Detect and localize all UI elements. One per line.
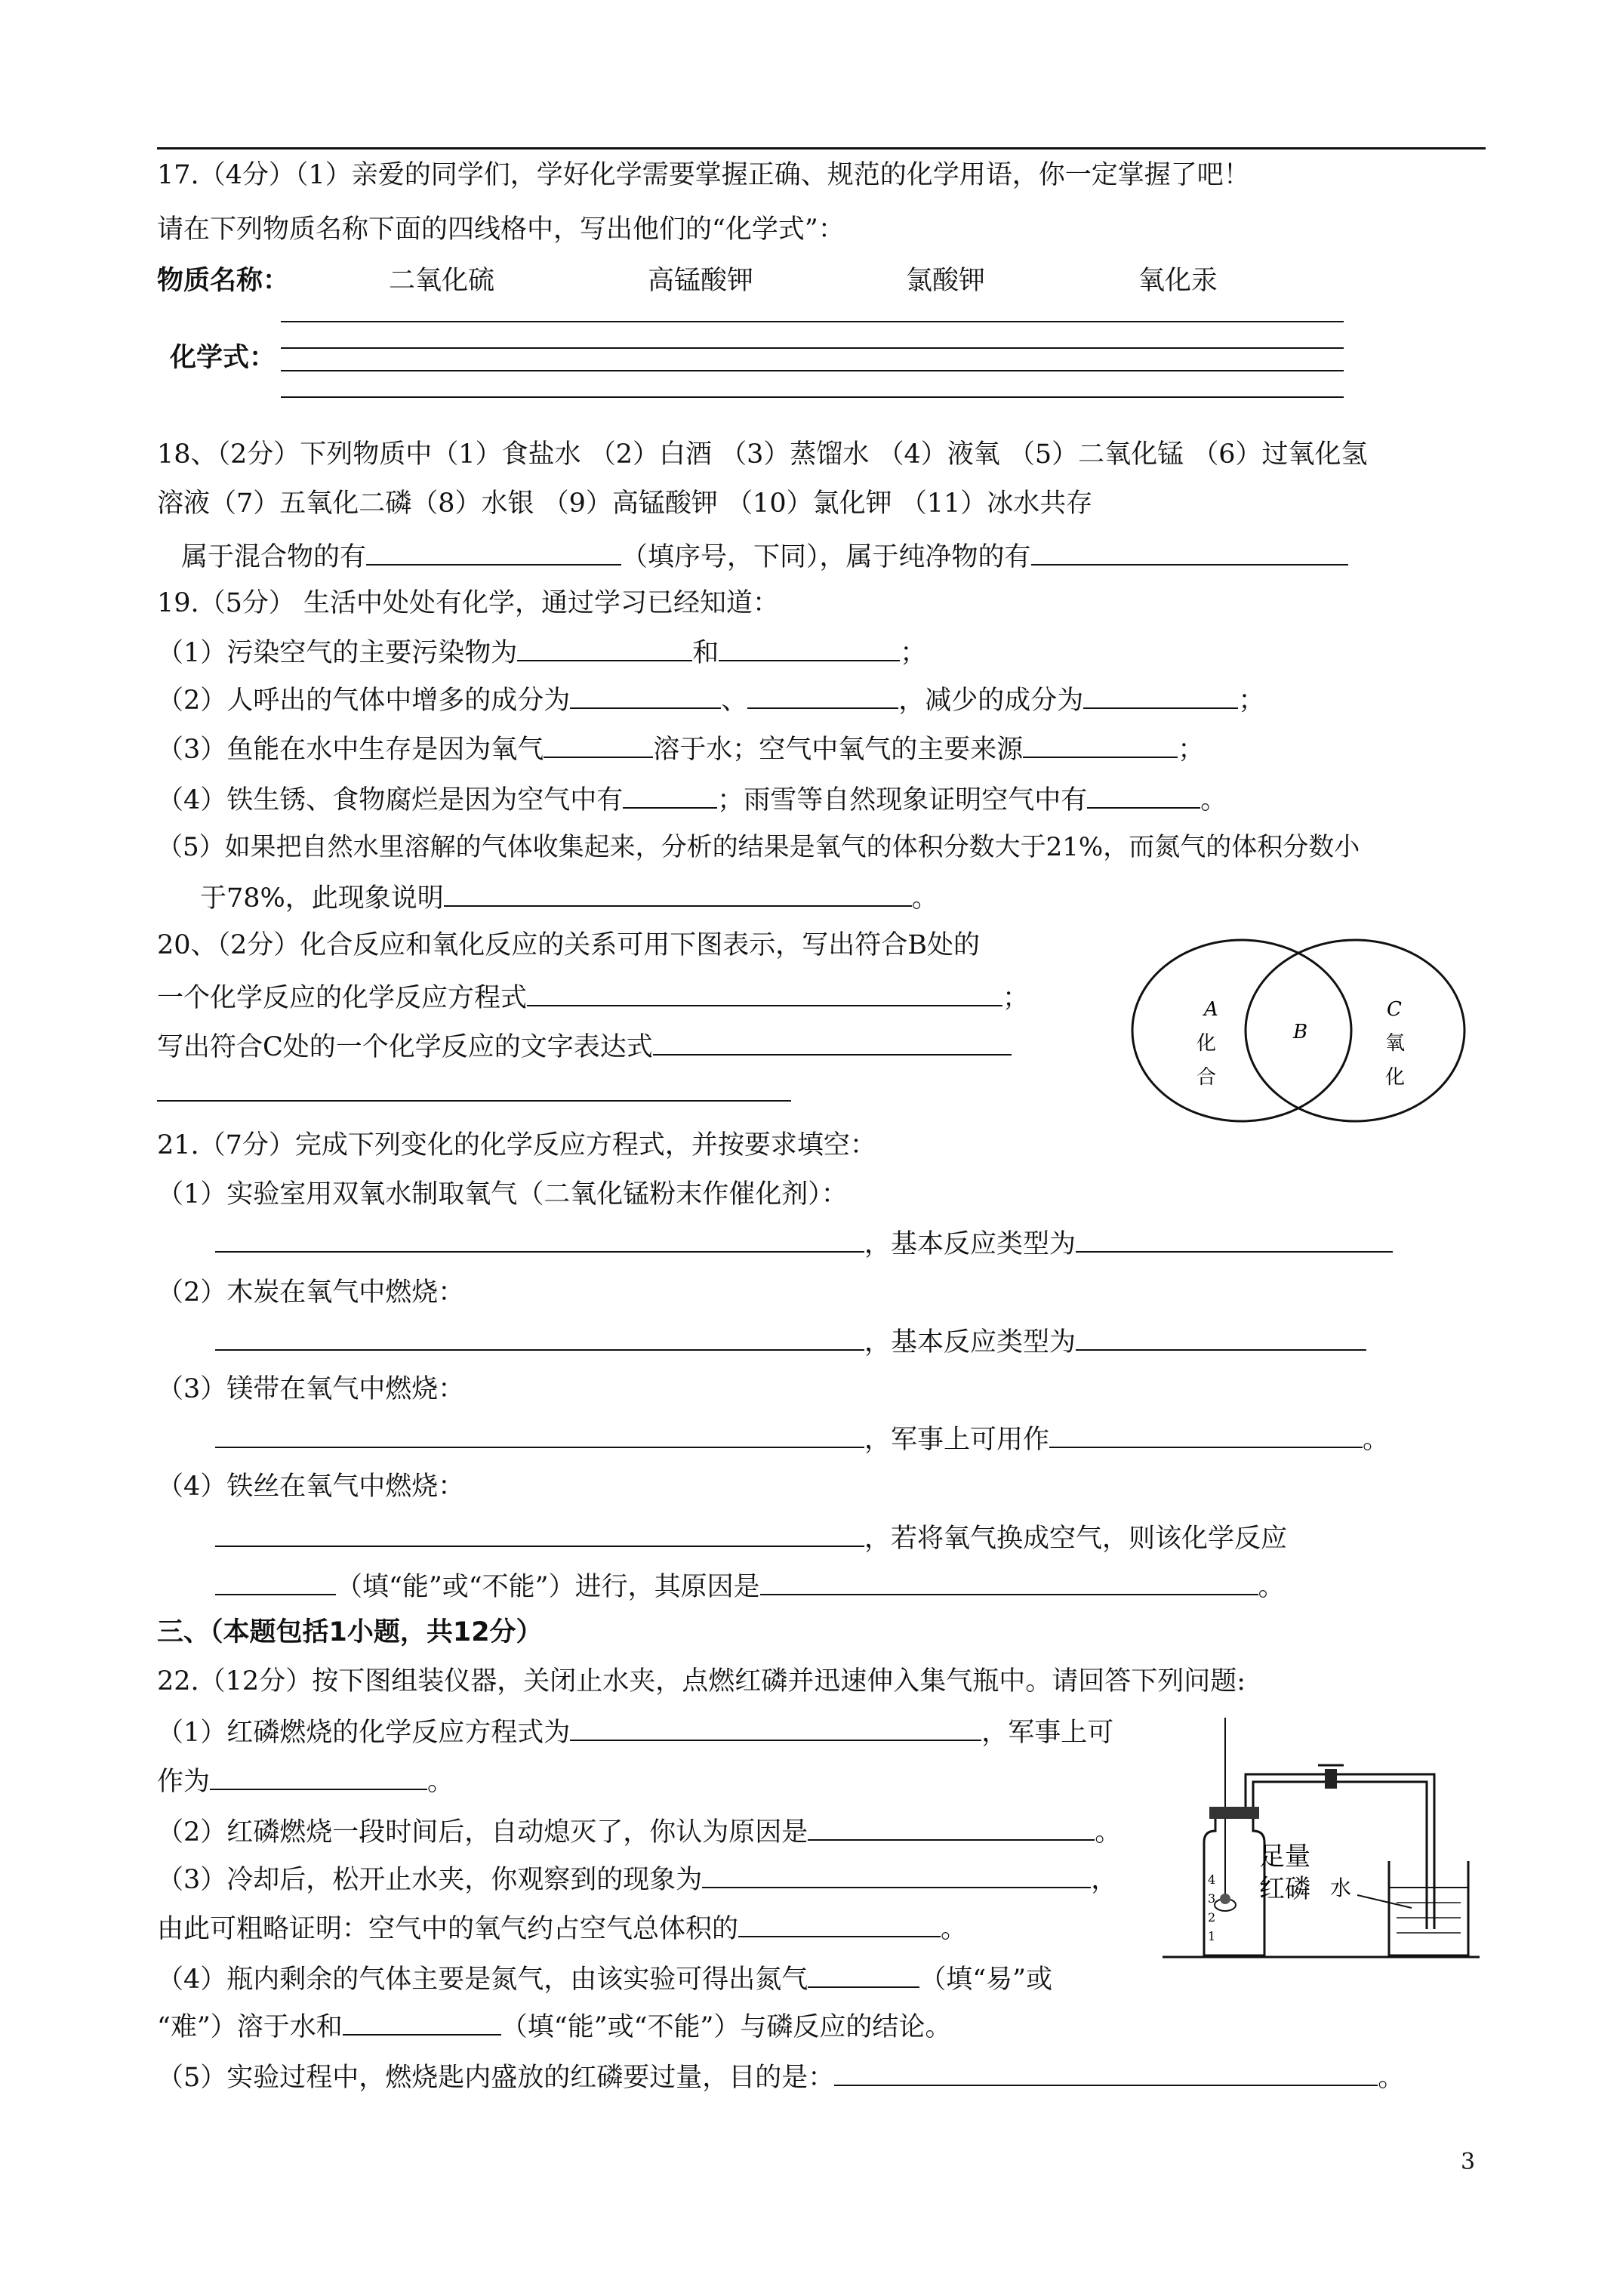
q19-s2-sep: 、 [721,686,748,716]
q22-s4 [157,1961,1052,1996]
q21-s2-answer [215,1324,1366,1359]
q19-s3-text: （3）鱼能在水中生存是因为氧气 [157,735,544,765]
q22-s4-blank1[interactable] [808,1961,919,1988]
q19-s4-blank1[interactable] [623,781,717,809]
q21-s2-blank1[interactable] [215,1324,864,1351]
q21-title: 21.（7分）完成下列变化的化学反应方程式，并按要求填空： [157,1130,876,1160]
q22-s3-line2 [157,1910,967,1946]
q21-s3-use-label: ，军事上可用作 [864,1425,1050,1455]
q20-C-blank1[interactable] [653,1028,1012,1056]
q21-s2-blank2[interactable] [1076,1324,1366,1351]
q21-s1-blank1[interactable] [215,1225,864,1253]
q17-formula-label: 化学式： [170,343,276,373]
q22-s4-text4: （填“能”或“不能”）与磷反应的结论。 [500,2012,952,2042]
fig-mark-2: 2 [1208,1910,1216,1925]
venn-label-B: B [1293,1021,1308,1043]
q19-s2-blank1[interactable] [570,682,721,709]
q22-s4-blank2[interactable] [343,2008,501,2036]
q22-s1 [157,1714,1113,1749]
q20-line2-end: ； [1002,983,1030,1013]
q21-s3-end: 。 [1363,1425,1390,1455]
q21-s3-answer [215,1421,1389,1456]
q17-name-2: 高锰酸钾 [648,266,754,296]
q19-s4-blank2[interactable] [1087,781,1200,809]
q22-s3-text: （3）冷却后，松开止水夹，你观察到的现象为 [157,1865,703,1895]
q21-s4-text: ，若将氧气换成空气，则该化学反应 [864,1524,1288,1554]
venn-label-C: C [1387,998,1402,1021]
q22-s4-text: （4）瓶内剩余的气体主要是氮气，由该实验可得出氮气 [157,1965,808,1995]
q22-s5-end: 。 [1378,2063,1405,2093]
fig-label-sufficient: 足量 [1259,1841,1310,1872]
q22-s3-end1: ， [1091,1865,1118,1895]
q19-s3-blank1[interactable] [544,731,653,758]
q22-s1-line2 [157,1763,454,1798]
q22-s4-text2: （填“易”或 [919,1965,1053,1995]
fig-label-redphosphorus: 红磷 [1259,1874,1310,1904]
q18-line2: 溶液（7）五氧化二磷（8）水银 （9）高锰酸钾 （10）氯化钾 （11）冰水共存 [157,488,1093,519]
apparatus-figure [1163,1710,1480,1967]
q18-line3 [181,538,1348,574]
q19-s1 [157,634,926,670]
q19-s1-and: 和 [692,638,719,668]
q19-s5a: （5）如果把自然水里溶解的气体收集起来，分析的结果是氧气的体积分数大于21%，而氮气的体积分数小 [157,832,1360,862]
q22-s2-blank[interactable] [808,1814,1095,1841]
q22-s1-end: 。 [427,1767,454,1797]
q21-s3-blank2[interactable] [1049,1421,1363,1448]
venn-text-A2: 合 [1196,1066,1217,1089]
q20-line1: 20、（2分）化合反应和氧化反应的关系可用下图表示，写出符合B处的 [157,930,981,960]
q21-s1-blank2[interactable] [1076,1225,1393,1253]
q22-s4-line2 [157,2008,951,2044]
q19-s4-text2: ；雨雪等自然现象证明空气中有 [717,785,1088,815]
q22-s2 [157,1814,1121,1849]
fig-mark-1: 1 [1208,1929,1216,1943]
q22-title: 22.（12分）按下图组装仪器，关闭止水夹，点燃红磷并迅速伸入集气瓶中。请回答下列问题: [157,1666,1246,1697]
q19-s5-blank[interactable] [444,880,912,907]
q19-s1-blank2[interactable] [719,634,900,661]
q21-s4: （4）铁丝在氧气中燃烧： [157,1472,465,1502]
q19-s2 [157,682,1264,717]
q17-name-3: 氯酸钾 [906,266,986,296]
q22-s5-text: （5）实验过程中，燃烧匙内盛放的红磷要过量，目的是： [157,2063,835,2093]
q19-s4 [157,781,1227,817]
top-rule [157,147,1486,149]
q19-s3 [157,731,1204,766]
q19-s5-end: 。 [911,883,938,914]
q21-s4-line2 [215,1568,1285,1604]
fig-label-water: 水 [1330,1875,1352,1900]
q22-s5 [157,2059,1404,2094]
q22-s5-blank[interactable] [834,2059,1378,2086]
q21-s3: （3）镁带在氧气中燃烧： [157,1374,465,1404]
q22-s1-text2: ，军事上可 [981,1718,1114,1748]
q22-s3 [157,1861,1117,1897]
q19-s2-end: ； [1238,686,1265,716]
q19-s4-end: 。 [1200,785,1227,815]
page-number: 3 [1461,2149,1476,2175]
q19-s3-blank2[interactable] [1023,731,1178,758]
q20-line2-text: 一个化学反应的化学反应方程式 [157,983,528,1013]
q21-s3-blank1[interactable] [215,1421,864,1448]
q19-s3-end: ； [1178,735,1205,765]
q17-name-label: 物质名称： [157,266,290,296]
q19-s2-blank2[interactable] [747,682,898,709]
q19-s2-blank3[interactable] [1083,682,1238,709]
q18-pure-label: （填序号，下同），属于纯净物的有 [621,542,1031,572]
q19-title: 19.（5分） 生活中处处有化学，通过学习已经知道： [157,588,780,618]
q19-s4-text: （4）铁生锈、食物腐烂是因为空气中有 [157,785,624,815]
q21-s4-text2: （填“能”或“不能”）进行，其原因是 [336,1572,760,1602]
q19-s1-text: （1）污染空气的主要污染物为 [157,638,518,668]
venn-text-C1: 氧 [1385,1032,1406,1055]
q20-line3 [157,1028,1012,1064]
fig-mark-3: 3 [1208,1891,1216,1906]
q20-C-blank2[interactable] [157,1100,791,1102]
q20-B-blank[interactable] [527,979,1002,1006]
q22-s1-blank2[interactable] [210,1763,427,1790]
q21-s4-blank3[interactable] [760,1568,1258,1595]
q21-s2-type-label: ，基本反应类型为 [864,1327,1076,1358]
q19-s5b [200,880,938,915]
q22-s2-text: （2）红磷燃烧一段时间后，自动熄灭了，你认为原因是 [157,1817,808,1848]
q17-name-4: 氧化汞 [1138,266,1218,296]
q22-s1-text: （1）红磷燃烧的化学反应方程式为 [157,1718,571,1748]
q17-line1: 17.（4分）（1）亲爱的同学们，学好化学需要掌握正确、规范的化学用语，你一定掌握了吧！ [157,160,1250,190]
q22-s2-end: 。 [1095,1817,1122,1848]
q22-s4-text3: “难”）溶于水和 [157,2012,343,2042]
q17-line2: 请在下列物质名称下面的四线格中，写出他们的“化学式”： [157,214,845,245]
q18-line1: 18、（2分）下列物质中（1）食盐水 （2）白酒 （3）蒸馏水 （4）液氧 （5）二氧化锰 （6）过氧化氢 [157,439,1368,470]
q22-s3-end2: 。 [941,1914,968,1944]
q22-s1-blank1[interactable] [570,1714,981,1741]
q19-s3-text2: 溶于水；空气中氧气的主要来源 [653,735,1024,765]
venn-diagram [1121,929,1483,1125]
q22-s3-blank2[interactable] [738,1910,941,1937]
venn-text-A1: 化 [1196,1032,1217,1055]
q19-s5b-text: 于78%，此现象说明 [200,883,444,914]
q22-s3-text2: 由此可粗略证明：空气中的氧气约占空气总体积的 [157,1914,739,1944]
q19-s2-text2: ，减少的成分为 [898,686,1084,716]
q21-s4-answer [215,1520,1287,1555]
q19-s2-text: （2）人呼出的气体中增多的成分为 [157,686,571,716]
q21-s1-type-label: ，基本反应类型为 [864,1229,1076,1259]
venn-label-A: A [1204,998,1218,1021]
q21-s1-answer [215,1225,1393,1261]
q18-mixture-blank[interactable] [366,538,621,566]
q20-line2 [157,979,1029,1015]
q20-line3-text: 写出符合C处的一个化学反应的文字表达式 [157,1032,653,1062]
q17-name-1: 二氧化硫 [389,266,495,296]
q21-s4-blank2[interactable] [215,1568,336,1595]
q19-s1-end: ； [900,638,927,668]
q22-s3-blank1[interactable] [702,1861,1091,1888]
q19-s1-blank1[interactable] [517,634,692,661]
q22-s1-text3: 作为 [157,1767,211,1797]
q21-s4-blank1[interactable] [215,1520,864,1547]
q18-mixture-label: 属于混合物的有 [181,542,367,572]
q18-pure-blank[interactable] [1031,538,1348,566]
q21-s4-end: 。 [1258,1572,1285,1602]
section-3-heading: 三、（本题包括1小题，共12分） [157,1617,543,1647]
q21-s1: （1）实验室用双氧水制取氧气（二氧化锰粉末作催化剂）： [157,1179,848,1210]
fig-mark-4: 4 [1208,1872,1216,1887]
venn-text-C2: 化 [1385,1066,1406,1089]
q21-s2: （2）木炭在氧气中燃烧： [157,1277,465,1308]
